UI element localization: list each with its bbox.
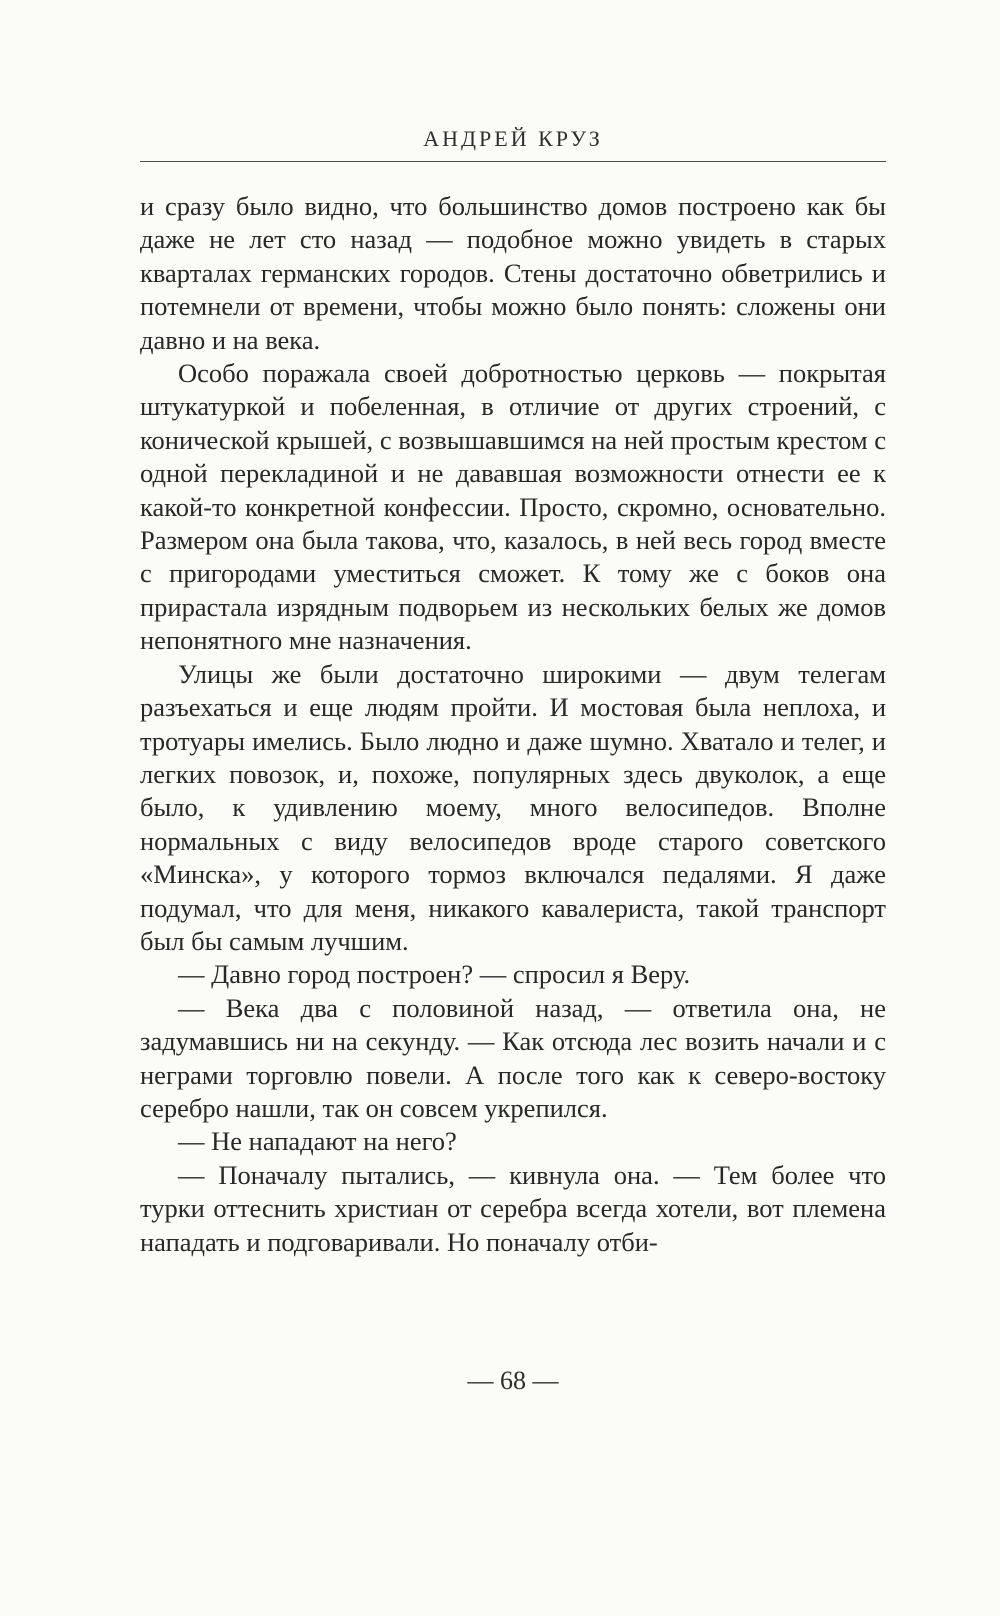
paragraph: — Поначалу пытались, — кивнула она. — Тем более что турки оттеснить христиан от серебра всегда хотели, вот племена нападать и подговаривали. Но поначалу отби- (140, 1159, 886, 1257)
paragraph: — Не нападают на него? (178, 1126, 457, 1157)
paragraph: — Давно город построен? — спросил я Веру. (178, 959, 691, 990)
header-rule (140, 161, 886, 162)
text-block (140, 190, 886, 1259)
running-head: АНДРЕЙ КРУЗ (423, 126, 603, 151)
paragraph: Особо поражала своей добротностью церковь — покрытая штукатуркой и побеленная, в отличие от других строений, с конической крышей, с возвышавшимся на ней простым крестом с одной перекладиной и не дававшая возможности отнести ее к какой-то конкретной конфессии. Просто, скромно, основательно. Размером она была такова, что, казалось, в ней весь город вместе с пригородами уместиться сможет. К тому же с боков она прирастала изрядным подворьем из нескольких белых же домов непонятного мне назначения. (140, 358, 886, 656)
paragraph: — Века два с половиной назад, — ответила она, не задумавшись ни на секунду. — Как отсюда лес возить начали и с неграми торговлю повели. А после того как к северо-востоку серебро нашли, так он совсем укрепился. (140, 992, 886, 1123)
paragraph: и сразу было видно, что большинство домов построено как бы даже не лет сто назад — подобное можно увидеть в старых кварталах германских городов. Стены достаточно обветрились и потемнели от времени, чтобы можно было понять: сложены они давно и на века. (140, 191, 886, 355)
page-number: — 68 — (467, 1366, 559, 1395)
paragraph: Улицы же были достаточно широкими — двум телегам разъехаться и еще людям пройти. И мостовая была неплоха, и тротуары имелись. Было людно и даже шумно. Хватало и телег, и легких повозок, и, похоже, популярных здесь двуколок, а еще было, к удивлению моему, много велосипедов. Вполне нормальных с виду велосипедов вроде старого советского «Минска», у которого тормоз включался педалями. Я даже подумал, что для меня, никакого кавалериста, такой транспорт был бы самым лучшим. (140, 658, 886, 956)
